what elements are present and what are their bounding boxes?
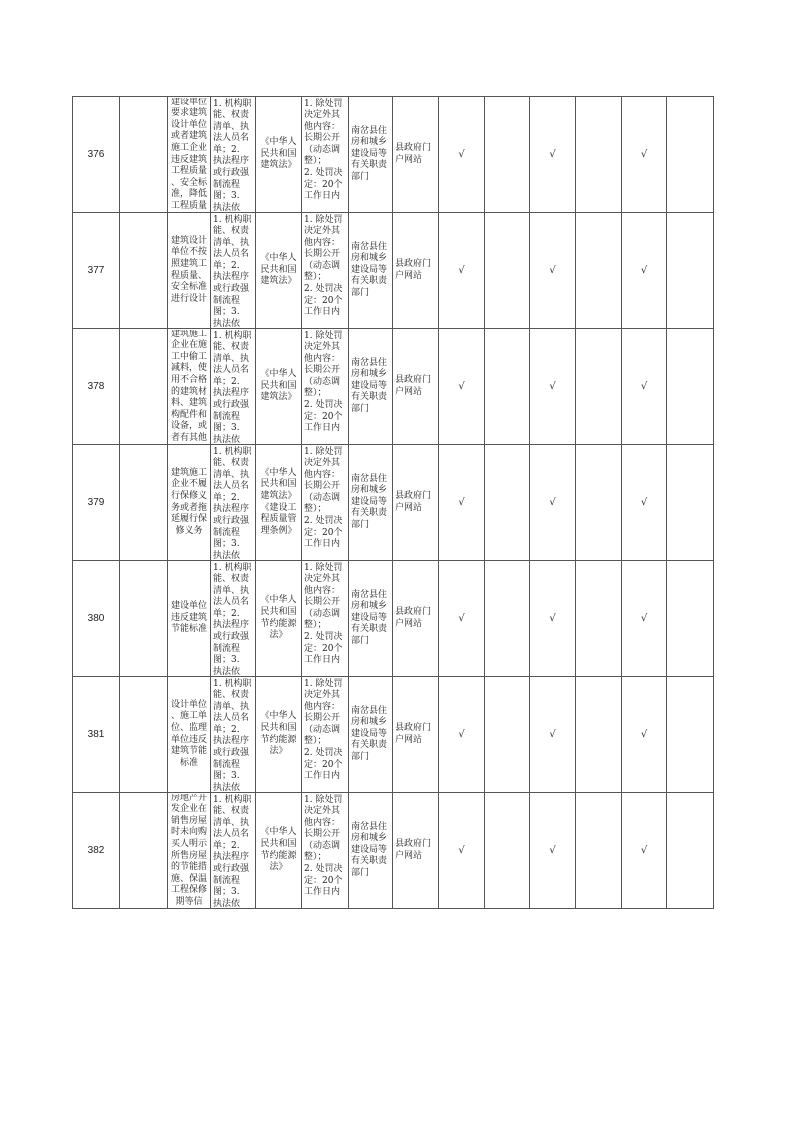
row-number: 378 bbox=[87, 380, 105, 392]
check-mark-b: √ bbox=[549, 844, 556, 856]
time-limit-text: 1. 除处罚 决定外其 他内容： 长期公开 （动态调 整）； 2. 处罚决 定：20个 工作日内 bbox=[304, 446, 343, 550]
blank-cell bbox=[120, 445, 168, 561]
row-number-cell bbox=[73, 561, 120, 677]
row-number: 379 bbox=[87, 496, 105, 508]
table-row bbox=[73, 97, 714, 213]
time-limit-text: 1. 除处罚 决定外其 他内容： 长期公开 （动态调 整）； 2. 处罚决 定：20个 工作日内 bbox=[304, 678, 343, 782]
time-cell bbox=[302, 445, 349, 561]
channel-cell bbox=[393, 561, 439, 677]
mark-cell-b bbox=[530, 445, 576, 561]
row-number: 377 bbox=[87, 264, 105, 276]
check-mark-c: √ bbox=[640, 496, 648, 508]
blank-cell bbox=[120, 561, 168, 677]
row-number-cell bbox=[73, 445, 120, 561]
channel-text: 县政府门 户网站 bbox=[395, 606, 432, 629]
empty-cell bbox=[485, 213, 530, 329]
item-text: 房地产开 发企业在 销售房屋 时未向购 买人明示 所售房屋 的节能措 施、保温 工程保修 期等信 bbox=[170, 793, 207, 907]
basis-docs-text: 1. 机构职 能、权责 清单、执 法人员名 单；2. 执法程序 或行政强 制流程 图；3. 执法依 bbox=[213, 678, 252, 792]
basis-docs-cell bbox=[211, 97, 256, 213]
check-mark-a: √ bbox=[458, 496, 465, 508]
time-limit-text: 1. 除处罚 决定外其 他内容： 长期公开 （动态调 整）； 2. 处罚决 定：20个 工作日内 bbox=[304, 330, 343, 434]
subject-text: 南岔县住 房和城乡 建设局等 有关职责 部门 bbox=[351, 241, 388, 298]
time-limit-text: 1. 除处罚 决定外其 他内容： 长期公开 （动态调 整）； 2. 处罚决 定：20个 工作日内 bbox=[304, 98, 343, 202]
law-cell bbox=[256, 97, 302, 213]
channel-cell bbox=[393, 445, 439, 561]
table-body bbox=[73, 97, 714, 909]
table-row bbox=[73, 329, 714, 445]
law-cell bbox=[256, 793, 302, 909]
check-mark-c: √ bbox=[640, 728, 648, 740]
table-row bbox=[73, 213, 714, 329]
row-number: 382 bbox=[87, 844, 105, 856]
subject-cell bbox=[349, 97, 393, 213]
blank-cell bbox=[120, 329, 168, 445]
empty-cell bbox=[576, 677, 622, 793]
mark-cell-c bbox=[622, 329, 667, 445]
mark-cell-a bbox=[439, 793, 485, 909]
empty-cell bbox=[667, 97, 714, 213]
row-number: 381 bbox=[87, 728, 105, 740]
mark-cell-a bbox=[439, 445, 485, 561]
blank-cell bbox=[120, 213, 168, 329]
item-text: 建筑设计 单位不按 照建筑工 程质量、 安全标准 进行设计 bbox=[170, 235, 207, 304]
check-mark-b: √ bbox=[549, 612, 556, 624]
check-mark-c: √ bbox=[640, 612, 648, 624]
channel-text: 县政府门 户网站 bbox=[395, 374, 432, 397]
check-mark-a: √ bbox=[458, 264, 465, 276]
law-text: 《中华人 民共和国 节约能源 法》 bbox=[260, 711, 297, 757]
check-mark-a: √ bbox=[458, 148, 465, 160]
item-cell bbox=[168, 677, 211, 793]
channel-cell bbox=[393, 793, 439, 909]
subject-cell bbox=[349, 213, 393, 329]
basis-docs-cell bbox=[211, 213, 256, 329]
item-cell bbox=[168, 793, 211, 909]
mark-cell-a bbox=[439, 329, 485, 445]
mark-cell-c bbox=[622, 561, 667, 677]
law-text: 《中华人 民共和国 建筑法》 bbox=[260, 253, 297, 287]
empty-cell bbox=[667, 329, 714, 445]
item-text: 建筑施工 企业在施 工中偷工 减料，使 用不合格 的建筑材 料、建筑 构配件和 设备，或 者有其他 bbox=[170, 329, 207, 443]
table-row bbox=[73, 677, 714, 793]
mark-cell-c bbox=[622, 97, 667, 213]
mark-cell-b bbox=[530, 561, 576, 677]
time-cell bbox=[302, 97, 349, 213]
empty-cell bbox=[485, 97, 530, 213]
mark-cell-b bbox=[530, 213, 576, 329]
check-mark-b: √ bbox=[549, 148, 556, 160]
law-cell bbox=[256, 329, 302, 445]
channel-text: 县政府门 户网站 bbox=[395, 258, 432, 281]
basis-docs-cell bbox=[211, 329, 256, 445]
row-number-cell bbox=[73, 329, 120, 445]
subject-text: 南岔县住 房和城乡 建设局等 有关职责 部门 bbox=[351, 589, 388, 646]
mark-cell-a bbox=[439, 213, 485, 329]
mark-cell-a bbox=[439, 561, 485, 677]
subject-cell bbox=[349, 445, 393, 561]
time-cell bbox=[302, 677, 349, 793]
item-cell bbox=[168, 329, 211, 445]
row-number-cell bbox=[73, 793, 120, 909]
check-mark-a: √ bbox=[458, 844, 465, 856]
empty-cell bbox=[485, 793, 530, 909]
empty-cell bbox=[667, 561, 714, 677]
law-text: 《中华人 民共和国 节约能源 法》 bbox=[260, 595, 297, 641]
check-mark-a: √ bbox=[458, 612, 465, 624]
row-number-cell bbox=[73, 97, 120, 213]
empty-cell bbox=[485, 677, 530, 793]
subject-cell bbox=[349, 793, 393, 909]
basis-docs-cell bbox=[211, 677, 256, 793]
row-number: 380 bbox=[87, 612, 105, 624]
channel-text: 县政府门 户网站 bbox=[395, 142, 432, 165]
item-text: 设计单位 、施工单 位、监理 单位违反 建筑节能 标准 bbox=[170, 699, 207, 768]
table-row bbox=[73, 793, 714, 909]
law-text: 《中华人 民共和国 建筑法》 bbox=[260, 137, 297, 171]
basis-docs-cell bbox=[211, 561, 256, 677]
channel-cell bbox=[393, 97, 439, 213]
law-cell bbox=[256, 677, 302, 793]
law-text: 《中华人 民共和国 建筑法》 bbox=[260, 369, 297, 403]
empty-cell bbox=[576, 97, 622, 213]
mark-cell-a bbox=[439, 677, 485, 793]
empty-cell bbox=[667, 445, 714, 561]
subject-text: 南岔县住 房和城乡 建设局等 有关职责 部门 bbox=[351, 473, 388, 530]
row-number: 376 bbox=[87, 148, 105, 160]
basis-docs-text: 1. 机构职 能、权责 清单、执 法人员名 单；2. 执法程序 或行政强 制流程 图；3. 执法依 bbox=[213, 562, 252, 676]
mark-cell-c bbox=[622, 677, 667, 793]
mark-cell-b bbox=[530, 329, 576, 445]
item-text: 建筑施工 企业不履 行保修义 务或者拖 延履行保 修义务 bbox=[170, 467, 207, 536]
channel-text: 县政府门 户网站 bbox=[395, 722, 432, 745]
time-limit-text: 1. 除处罚 决定外其 他内容： 长期公开 （动态调 整）； 2. 处罚决 定：20个 工作日内 bbox=[304, 562, 343, 666]
check-mark-c: √ bbox=[640, 844, 648, 856]
empty-cell bbox=[576, 329, 622, 445]
disclosure-table bbox=[72, 96, 714, 909]
empty-cell bbox=[576, 561, 622, 677]
basis-docs-cell bbox=[211, 445, 256, 561]
empty-cell bbox=[667, 677, 714, 793]
time-cell bbox=[302, 329, 349, 445]
check-mark-b: √ bbox=[549, 728, 556, 740]
mark-cell-a bbox=[439, 97, 485, 213]
subject-text: 南岔县住 房和城乡 建设局等 有关职责 部门 bbox=[351, 821, 388, 878]
item-cell bbox=[168, 445, 211, 561]
law-text: 《中华人 民共和国 建筑法》 《建设工 程质量管 理条例》 bbox=[260, 467, 297, 536]
mark-cell-b bbox=[530, 793, 576, 909]
check-mark-c: √ bbox=[640, 148, 648, 160]
item-cell bbox=[168, 561, 211, 677]
empty-cell bbox=[485, 445, 530, 561]
basis-docs-text: 1. 机构职 能、权责 清单、执 法人员名 单；2. 执法程序 或行政强 制流程 图；3. 执法依 bbox=[213, 214, 252, 328]
check-mark-b: √ bbox=[549, 380, 556, 392]
subject-text: 南岔县住 房和城乡 建设局等 有关职责 部门 bbox=[351, 125, 388, 182]
basis-docs-text: 1. 机构职 能、权责 清单、执 法人员名 单；2. 执法程序 或行政强 制流程 图；3. 执法依 bbox=[213, 794, 252, 908]
basis-docs-text: 1. 机构职 能、权责 清单、执 法人员名 单；2. 执法程序 或行政强 制流程 图；3. 执法依 bbox=[213, 446, 252, 560]
channel-cell bbox=[393, 329, 439, 445]
basis-docs-text: 1. 机构职 能、权责 清单、执 法人员名 单；2. 执法程序 或行政强 制流程 图；3. 执法依 bbox=[213, 98, 252, 212]
empty-cell bbox=[485, 561, 530, 677]
time-cell bbox=[302, 561, 349, 677]
time-cell bbox=[302, 793, 349, 909]
channel-cell bbox=[393, 677, 439, 793]
check-mark-b: √ bbox=[549, 264, 556, 276]
basis-docs-text: 1. 机构职 能、权责 清单、执 法人员名 单；2. 执法程序 或行政强 制流程 图；3. 执法依 bbox=[213, 330, 252, 444]
subject-cell bbox=[349, 329, 393, 445]
empty-cell bbox=[576, 793, 622, 909]
channel-cell bbox=[393, 213, 439, 329]
time-cell bbox=[302, 213, 349, 329]
row-number-cell bbox=[73, 213, 120, 329]
mark-cell-b bbox=[530, 677, 576, 793]
check-mark-c: √ bbox=[640, 264, 648, 276]
subject-cell bbox=[349, 561, 393, 677]
empty-cell bbox=[667, 213, 714, 329]
table-row bbox=[73, 445, 714, 561]
law-text: 《中华人 民共和国 节约能源 法》 bbox=[260, 827, 297, 873]
item-cell bbox=[168, 97, 211, 213]
blank-cell bbox=[120, 97, 168, 213]
mark-cell-c bbox=[622, 793, 667, 909]
empty-cell bbox=[667, 793, 714, 909]
mark-cell-b bbox=[530, 97, 576, 213]
channel-text: 县政府门 户网站 bbox=[395, 838, 432, 861]
time-limit-text: 1. 除处罚 决定外其 他内容： 长期公开 （动态调 整）； 2. 处罚决 定：20个 工作日内 bbox=[304, 214, 343, 318]
table-row bbox=[73, 561, 714, 677]
blank-cell bbox=[120, 793, 168, 909]
empty-cell bbox=[485, 329, 530, 445]
subject-cell bbox=[349, 677, 393, 793]
law-cell bbox=[256, 445, 302, 561]
item-text: 建设单位 违反建筑 节能标准 bbox=[170, 601, 207, 635]
law-cell bbox=[256, 561, 302, 677]
check-mark-b: √ bbox=[549, 496, 556, 508]
channel-text: 县政府门 户网站 bbox=[395, 490, 432, 513]
mark-cell-c bbox=[622, 213, 667, 329]
row-number-cell bbox=[73, 677, 120, 793]
blank-cell bbox=[120, 677, 168, 793]
mark-cell-c bbox=[622, 445, 667, 561]
empty-cell bbox=[576, 213, 622, 329]
item-text: 建设单位 要求建筑 设计单位 或者建筑 施工企业 违反建筑 工程质量 、安全标 准，降低 工程质量 bbox=[170, 97, 207, 211]
check-mark-a: √ bbox=[458, 728, 465, 740]
check-mark-c: √ bbox=[640, 380, 648, 392]
time-limit-text: 1. 除处罚 决定外其 他内容： 长期公开 （动态调 整）； 2. 处罚决 定：20个 工作日内 bbox=[304, 794, 343, 898]
item-cell bbox=[168, 213, 211, 329]
subject-text: 南岔县住 房和城乡 建设局等 有关职责 部门 bbox=[351, 357, 388, 414]
law-cell bbox=[256, 213, 302, 329]
check-mark-a: √ bbox=[458, 380, 465, 392]
empty-cell bbox=[576, 445, 622, 561]
basis-docs-cell bbox=[211, 793, 256, 909]
subject-text: 南岔县住 房和城乡 建设局等 有关职责 部门 bbox=[351, 705, 388, 762]
